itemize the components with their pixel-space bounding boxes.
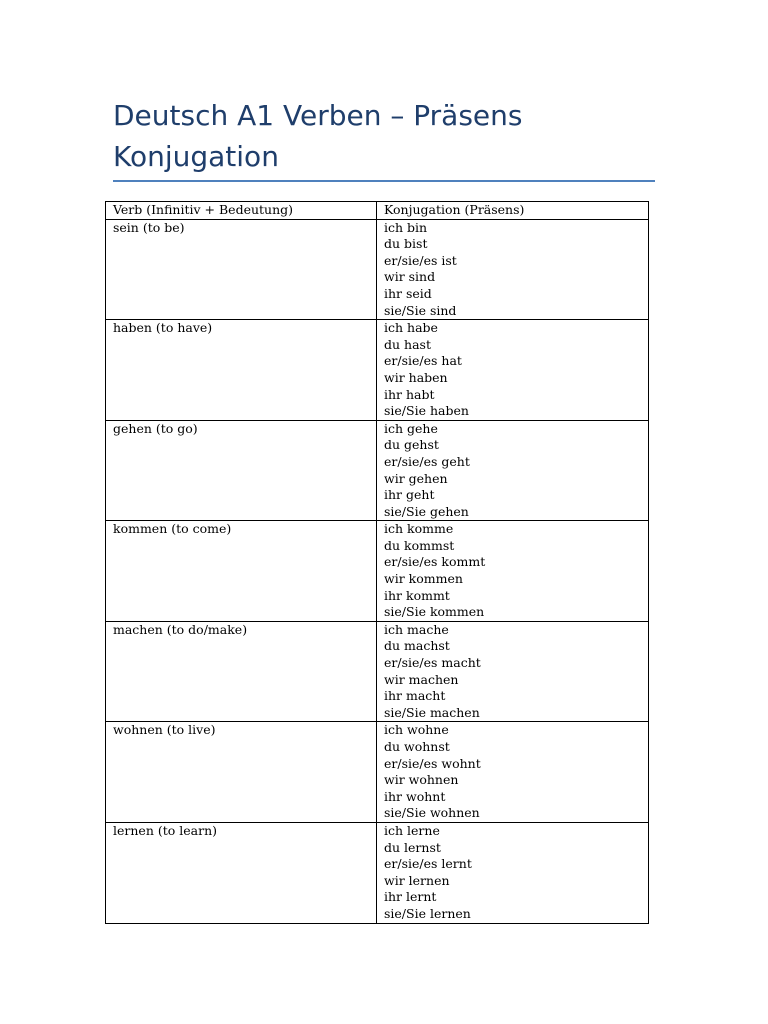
table-row: [106, 420, 649, 521]
conjugation-form: du hast: [384, 336, 431, 352]
header-conjugation: Konjugation (Präsens): [377, 202, 649, 220]
table-row: [106, 320, 649, 421]
table-body: [106, 219, 649, 923]
conjugation-form: wir sind: [384, 269, 436, 285]
table-row: [106, 219, 649, 320]
title-underline: [113, 180, 655, 182]
verb-cell: sein (to be): [106, 219, 377, 320]
conjugation-form: ich komme: [384, 521, 454, 537]
conjugation-form: er/sie/es kommt: [384, 554, 486, 570]
header-verb: Verb (Infinitiv + Bedeutung): [106, 202, 377, 220]
table-row: [106, 521, 649, 622]
conjugation-form: wir machen: [384, 671, 459, 687]
conjugation-form: ich lerne: [384, 822, 440, 838]
verb-cell: gehen (to go): [106, 420, 377, 521]
verb-cell: haben (to have): [106, 320, 377, 421]
conjugation-form: du lernst: [384, 839, 441, 855]
conjugation-form: du wohnst: [384, 739, 450, 754]
conjugation-form: wir kommen: [384, 571, 463, 587]
conjugation-form: wir haben: [384, 369, 448, 385]
conjugation-form: ihr habt: [384, 386, 435, 402]
conjugation-form: du machst: [384, 638, 450, 654]
conjugation-form: ihr lernt: [384, 889, 437, 905]
conjugation-form: er/sie/es macht: [384, 655, 481, 671]
table-row: [106, 822, 649, 923]
conjugation-form: wir lernen: [384, 872, 450, 888]
conjugation-cell: [377, 621, 649, 722]
table-row: [106, 621, 649, 722]
conjugation-form: ihr macht: [384, 688, 446, 704]
conjugation-form: er/sie/es lernt: [384, 856, 472, 872]
conjugation-form: sie/Sie haben: [384, 403, 469, 419]
verb-cell: wohnen (to live): [106, 722, 377, 823]
conjugation-form: sie/Sie gehen: [384, 503, 469, 519]
conjugation-form: sie/Sie sind: [384, 302, 457, 318]
conjugation-form: ich wohne: [384, 722, 449, 738]
conjugation-form: ich habe: [384, 320, 438, 336]
verb-conjugation-table: [105, 201, 649, 924]
conjugation-form: ich gehe: [384, 420, 438, 436]
conjugation-form: sie/Sie machen: [384, 704, 480, 720]
conjugation-form: ihr seid: [384, 285, 432, 301]
conjugation-form: sie/Sie kommen: [384, 604, 485, 620]
conjugation-form: sie/Sie wohnen: [384, 805, 480, 821]
conjugation-form: er/sie/es ist: [384, 252, 457, 268]
conjugation-cell: [377, 822, 649, 923]
conjugation-form: ihr wohnt: [384, 788, 446, 804]
verb-cell: lernen (to learn): [106, 822, 377, 923]
conjugation-form: sie/Sie lernen: [384, 905, 471, 921]
table-row: [106, 722, 649, 823]
conjugation-form: ich bin: [384, 219, 428, 235]
conjugation-form: ihr kommt: [384, 587, 450, 603]
conjugation-form: du bist: [384, 236, 428, 252]
conjugation-form: er/sie/es geht: [384, 453, 470, 469]
conjugation-form: er/sie/es wohnt: [384, 755, 481, 771]
conjugation-cell: [377, 320, 649, 421]
verb-cell: machen (to do/make): [106, 621, 377, 722]
conjugation-form: wir gehen: [384, 470, 448, 486]
conjugation-form: wir wohnen: [384, 772, 459, 788]
conjugation-cell: [377, 722, 649, 823]
conjugation-form: ihr geht: [384, 487, 435, 503]
conjugation-form: du gehst: [384, 437, 439, 453]
document-title: Deutsch A1 Verben – Präsens Konjugation: [113, 99, 523, 173]
conjugation-cell: [377, 420, 649, 521]
verb-cell: kommen (to come): [106, 521, 377, 622]
conjugation-form: er/sie/es hat: [384, 353, 462, 369]
table-header-row: [106, 202, 649, 220]
conjugation-form: du kommst: [384, 537, 455, 553]
conjugation-cell: [377, 521, 649, 622]
conjugation-cell: [377, 219, 649, 320]
conjugation-form: ich mache: [384, 621, 449, 637]
